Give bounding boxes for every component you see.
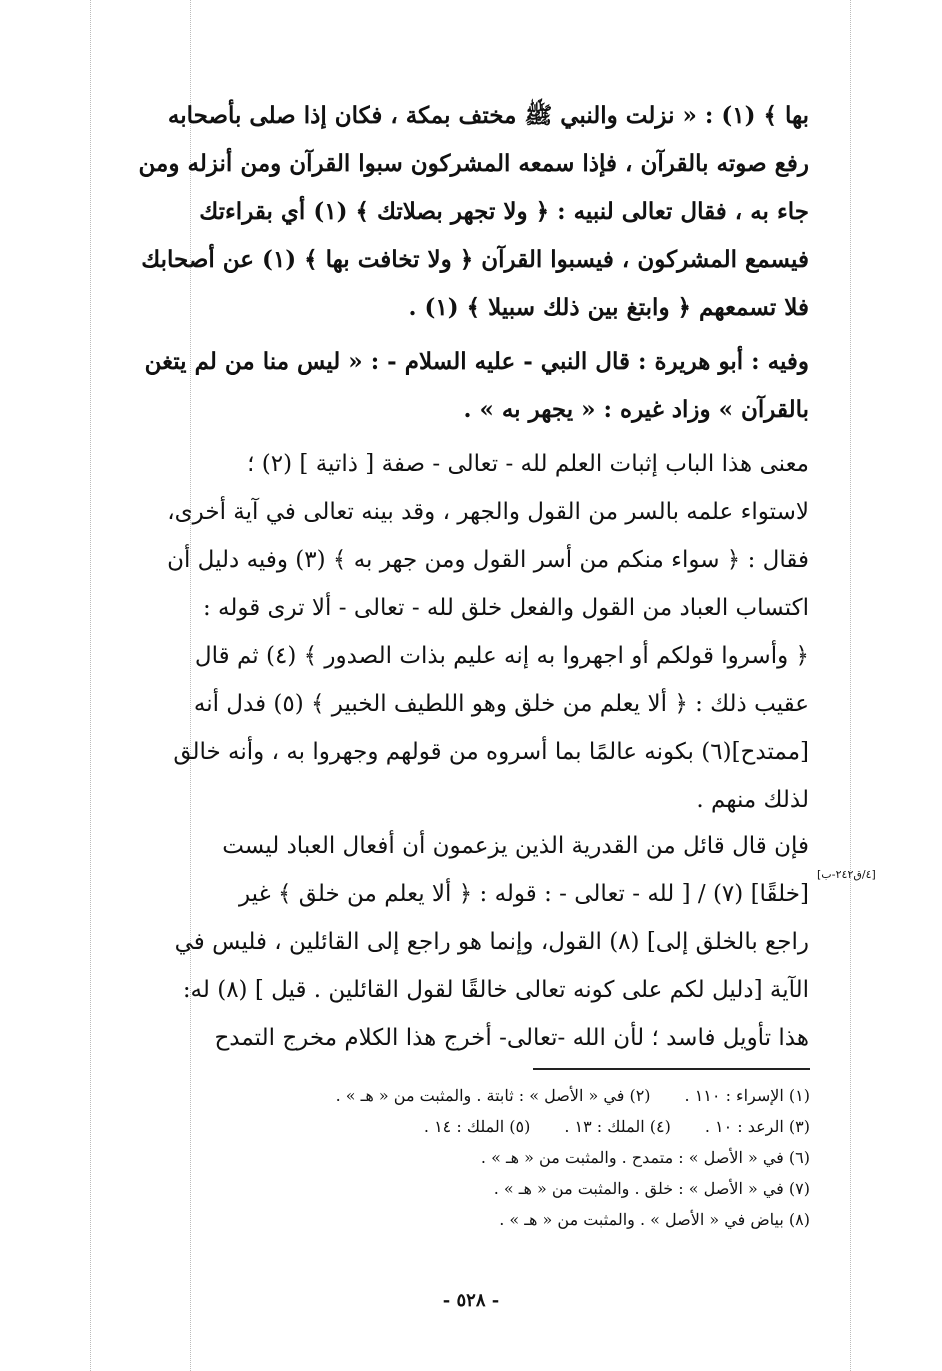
text-line: ﴿ وأسروا قولكم أو اجهروا به إنه عليم بذات الصدور ﴾ (٤) ثم قال (194, 643, 809, 669)
page-number: - ٥٢٨ - (442, 1290, 500, 1311)
text-line: فيسمع المشركون ، فيسبوا القرآن ﴿ ولا تخافت بها ﴾ (١) عن أصحابك (141, 246, 809, 273)
paragraph-qadariyya-objection (125, 822, 809, 1062)
paragraph-chapter-meaning (125, 440, 809, 824)
footnote: (١) الإسراء : ١١٠ . (684, 1086, 810, 1105)
text-line: فإن قال قائل من القدرية الذين يزعمون أن أفعال العباد ليست (222, 833, 809, 859)
text-line: راجع بالخلق إلى] (٨) القول، وإنما هو راجع إلى القائلين ، فليس في (174, 929, 809, 955)
text-line: جاء به ، فقال تعالى لنبيه : ﴿ ولا تجهر بصلاتك ﴾ (١) أي بقراءتك (199, 198, 809, 225)
text-line: فلا تسمعهم ﴿ وابتغ بين ذلك سبيلا ﴾ (١) . (408, 294, 809, 321)
footnote-separator (533, 1068, 810, 1070)
footnote-row (190, 1080, 810, 1111)
text-line: [خلقًا] (٧) / [ لله - تعالى - : قوله : ﴿ ألا يعلم من خلق ﴾ غير (238, 881, 809, 907)
paragraph-abu-hurayra (125, 338, 809, 434)
scan-guide-line (850, 0, 851, 1371)
text-line: معنى هذا الباب إثبات العلم لله - تعالى - صفة [ ذاتية ] (٢) ؛ (247, 451, 809, 477)
text-line: لذلك منهم . (696, 787, 809, 813)
footnote: (٢) في « الأصل » : ثابتة . والمثبت من « هـ » . (335, 1086, 651, 1105)
text-line: بالقرآن » وزاد غيره : « يجهر به » . (463, 396, 809, 423)
text-line: الآية [دليل لكم على كونه تعالى خالقًا لقول القائلين . قيل ] (٨) له: (182, 977, 809, 1003)
text-line: اكتساب العباد من القول والفعل خلق لله - تعالى - ألا ترى قوله : (202, 595, 809, 621)
text-line: لاستواء علمه بالسر من القول والجهر ، وقد بينه تعالى في آية أخرى، (167, 499, 809, 525)
footnote: (٣) الرعد : ١٠ . (704, 1117, 810, 1136)
footnote: (٨) بياض في « الأصل » . والمثبت من « هـ » . (499, 1210, 810, 1229)
text-line: عقيب ذلك : ﴿ ألا يعلم من خلق وهو اللطيف الخبير ﴾ (٥) فدل أنه (193, 691, 809, 717)
text-line: هذا تأويل فاسد ؛ لأن الله -تعالى- أخرج هذا الكلام مخرج التمدح (214, 1025, 809, 1051)
text-line: فقال : ﴿ سواء منكم من أسر القول ومن جهر به ﴾ (٣) وفيه دليل أن (167, 547, 809, 573)
manuscript-folio-marker: [٤/ق٢٤٢-ب] (817, 868, 876, 881)
text-line: بها ﴾ (١) : « نزلت والنبي ﷺ مختف بمكة ، فكان إذا صلى بأصحابه (167, 102, 809, 129)
paragraph-hadith-quran (125, 92, 809, 332)
footnote-row (190, 1111, 810, 1142)
footnotes (190, 1080, 810, 1235)
footnote: (٦) في « الأصل » : متمدح . والمثبت من « هـ » . (480, 1148, 810, 1167)
text-line: [ممتدح](٦) بكونه عالمًا بما أسروه من قولهم وجهروا به ، وأنه خالق (173, 739, 809, 765)
footnote: (٥) الملك : ١٤ . (423, 1117, 531, 1136)
footnote: (٤) الملك : ١٣ . (564, 1117, 671, 1136)
text-line: رفع صوته بالقرآن ، فإذا سمعه المشركون سبوا القرآن ومن أنزله ومن (138, 150, 809, 177)
text-line: وفيه : أبو هريرة : قال النبي - عليه السلام - : « ليس منا من لم يتغن (144, 348, 809, 375)
scan-guide-line (90, 0, 91, 1371)
footnote: (٧) في « الأصل » : خلق . والمثبت من « هـ » . (493, 1179, 810, 1198)
